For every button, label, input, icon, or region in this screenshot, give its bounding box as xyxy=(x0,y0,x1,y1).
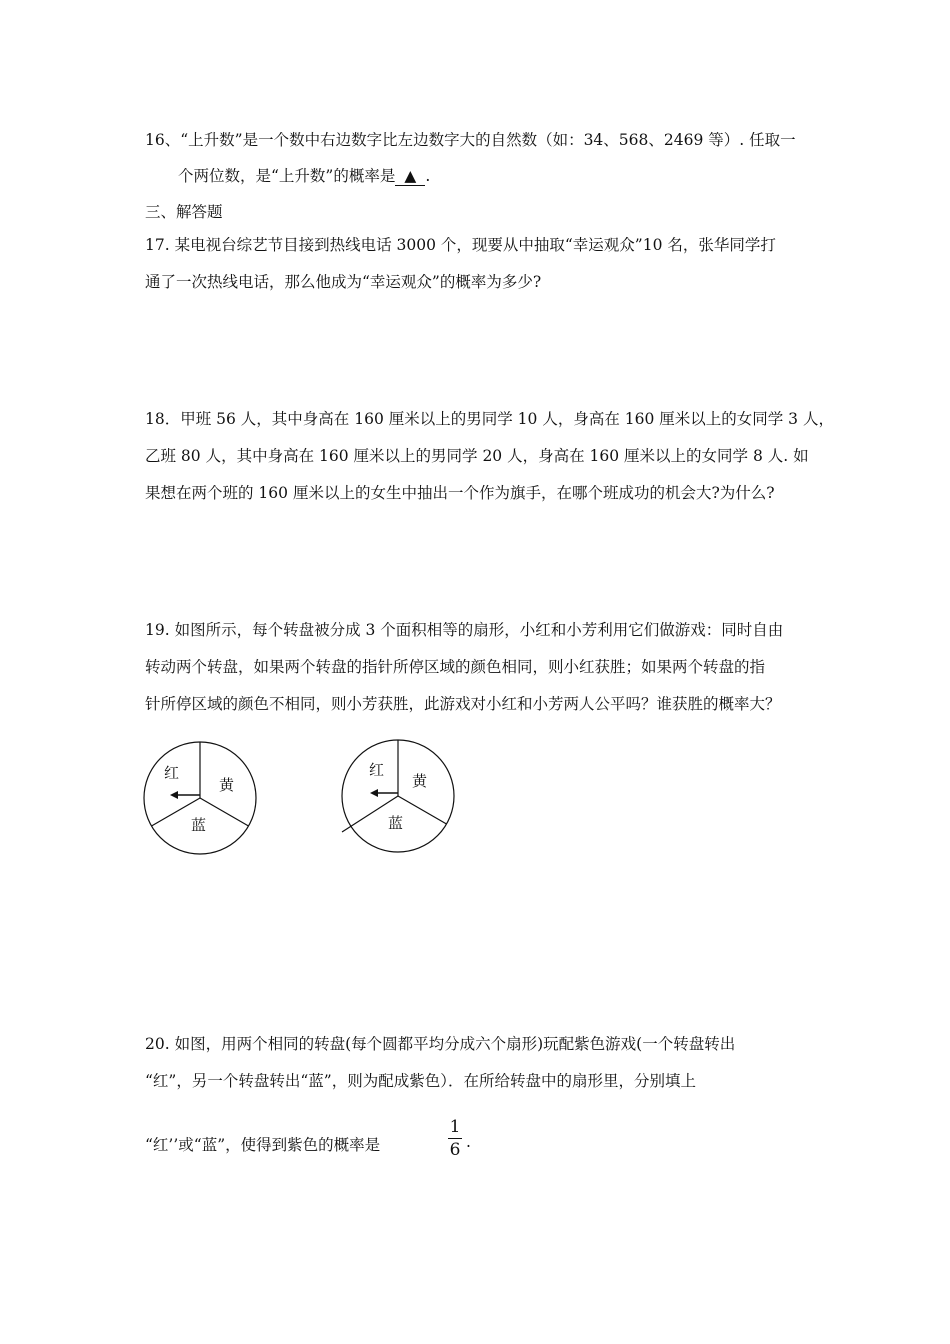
q18-line3: 果想在两个班的 160 厘米以上的女生中抽出一个作为旗手，在哪个班成功的机会大?为什么? xyxy=(145,484,775,502)
fraction-denominator: 6 xyxy=(449,1140,461,1160)
spinner-2-label-yellow: 黄 xyxy=(412,772,428,790)
q17-line1: 17. 某电视台综艺节目接到热线电话 3000 个，现要从中抽取“幸运观众”10 名，张华同学打 xyxy=(145,236,776,254)
spinner-1-label-blue: 蓝 xyxy=(191,816,207,834)
spinner-2-arrow-icon xyxy=(370,789,378,797)
q18-line2: 乙班 80 人，其中身高在 160 厘米以上的男同学 20 人，身高在 160 厘米以上的女同学 8 人. 如 xyxy=(145,447,809,465)
spinner-2-label-blue: 蓝 xyxy=(388,814,404,832)
q20-line3: “红’’或“蓝”，使得到紫色的概率是 xyxy=(145,1136,381,1154)
probability-fraction xyxy=(446,1118,464,1159)
q19-line3: 针所停区域的颜色不相同，则小芳获胜，此游戏对小红和小芳两人公平吗？谁获胜的概率大？ xyxy=(145,695,781,713)
fraction-bar xyxy=(448,1138,462,1139)
spinner-2-divider-right xyxy=(398,796,447,824)
answer-blank: ▲ xyxy=(395,168,425,186)
q19-line2: 转动两个转盘，如果两个转盘的指针所停区域的颜色相同，则小红获胜；如果两个转盘的指 xyxy=(145,658,766,676)
fraction-numerator: 1 xyxy=(449,1117,461,1137)
spinner-1-label-red: 红 xyxy=(164,764,180,782)
q20-line3-end: . xyxy=(466,1133,471,1151)
section-title: 三、解答题 xyxy=(145,203,223,221)
spinner-1-divider-right xyxy=(200,798,249,826)
spinner-2 xyxy=(334,738,458,858)
spinner-1 xyxy=(138,740,262,860)
spinner-1-arrow-icon xyxy=(170,791,178,799)
q16-line2-text: 个两位数，是“上升数”的概率是 xyxy=(178,167,396,185)
q20-line2: “红”，另一个转盘转出“蓝”，则为配成紫色）．在所给转盘中的扇形里，分别填上 xyxy=(145,1072,696,1090)
spinner-2-label-red: 红 xyxy=(369,761,385,779)
q19-line1: 19. 如图所示，每个转盘被分成 3 个面积相等的扇形，小红和小芳利用它们做游戏：同时自由 xyxy=(145,621,784,639)
q16-line2 xyxy=(178,164,430,186)
q16-line2-end: . xyxy=(425,167,431,185)
q16-line1: 16、“上升数”是一个数中右边数字比左边数字大的自然数（如：34、568、2469 等）. 任取一 xyxy=(145,131,796,149)
q17-line2: 通了一次热线电话，那么他成为“幸运观众”的概率为多少? xyxy=(145,273,542,291)
q20-line1: 20. 如图，用两个相同的转盘(每个圆都平均分成六个扇形)玩配紫色游戏(一个转盘转出 xyxy=(145,1035,736,1053)
spinner-1-label-yellow: 黄 xyxy=(219,776,235,794)
q18-line1: 18．甲班 56 人，其中身高在 160 厘米以上的男同学 10 人，身高在 160 厘米以上的女同学 3 人， xyxy=(145,410,834,428)
